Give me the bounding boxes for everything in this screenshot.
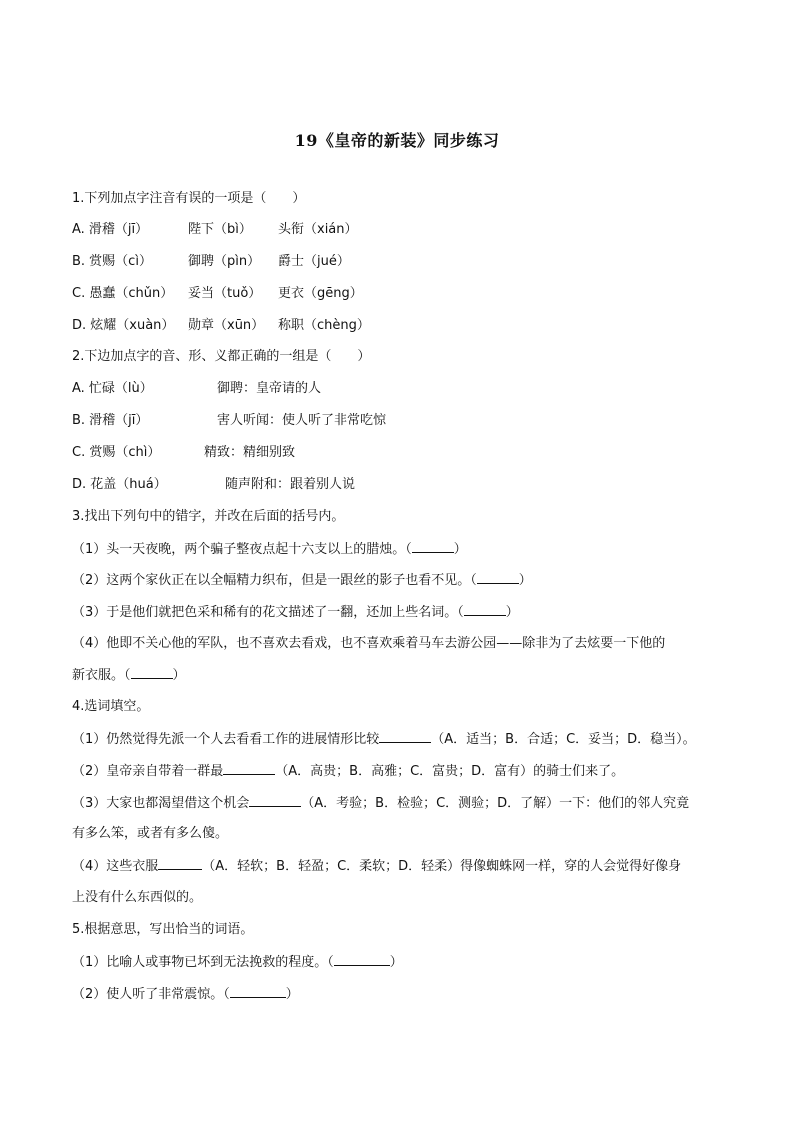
q4-item-4: （4）这些衣服 （A．轻软；B．轻盈；C．柔软；D．轻柔）得像蜘蛛网一样，穿的人会觉得好像身 — [72, 859, 682, 874]
q3-item-1: （1）头一天夜晚，两个骗子整夜点起十六支以上的腊烛。（ ） — [72, 542, 467, 557]
answer-blank[interactable] — [249, 794, 301, 807]
answer-blank[interactable] — [223, 762, 275, 775]
q3-item-4: （4）他即不关心他的军队，也不喜欢去看戏，也不喜欢乘着马车去游公园——除非为了去炫要一下他的 — [72, 636, 666, 651]
q1-option-c: C. 愚蠢（chǔn） 妥当（tuǒ） 更衣（gēng） — [72, 286, 363, 301]
q2-option-a: A. 忙碌（lù） 御聘：皇帝请的人 — [72, 381, 322, 396]
q3-item-3: （3）于是他们就把色采和稀有的花文描述了一翻，还加上些名词。（ ） — [72, 605, 519, 620]
answer-blank[interactable] — [379, 730, 431, 743]
q4-stem: 4.选词填空。 — [72, 699, 150, 714]
q2-option-d: D. 花盖（huá） 随声附和：跟着别人说 — [72, 477, 356, 492]
answer-blank[interactable] — [230, 985, 286, 998]
answer-blank[interactable] — [477, 571, 519, 584]
page-title: 19《皇帝的新装》同步练习 — [294, 131, 500, 150]
q3-item-4-cont: 新衣服。（ ） — [72, 668, 186, 683]
answer-blank[interactable] — [158, 857, 202, 870]
q4-item-2: （2）皇帝亲自带着一群最 （A．高贵；B．高雅；C．富贵；D．富有）的骑士们来了。 — [72, 764, 625, 779]
q1-stem: 1.下列加点字注音有误的一项是（ ） — [72, 191, 306, 206]
q2-option-c: C. 赏赐（chì） 精致：精细别致 — [72, 445, 296, 460]
q5-stem: 5.根据意思，写出恰当的词语。 — [72, 922, 254, 937]
q4-item-4-cont: 上没有什么东西似的。 — [72, 890, 203, 905]
answer-blank[interactable] — [131, 666, 173, 679]
q2-option-b: B. 滑稽（jī） 害人听闻：使人听了非常吃惊 — [72, 413, 387, 428]
q3-stem: 3.找出下列句中的错字，并改在后面的括号内。 — [72, 509, 345, 524]
q5-item-2: （2）使人听了非常震惊。（ ） — [72, 987, 299, 1002]
q3-item-2: （2）这两个家伙正在以全幅精力织布，但是一跟丝的影子也看不见。（ ） — [72, 573, 532, 588]
q1-option-a: A. 滑稽（jī） 陛下（bì） 头衔（xián） — [72, 222, 358, 237]
q5-item-1: （1）比喻人或事物已坏到无法挽救的程度。（ ） — [72, 955, 403, 970]
q4-item-3-cont: 有多么笨，或者有多么傻。 — [72, 826, 229, 841]
q4-item-1: （1）仍然觉得先派一个人去看看工作的进展情形比较 （A．适当；B．合适；C．妥当；D．稳当）。 — [72, 732, 696, 747]
answer-blank[interactable] — [464, 603, 506, 616]
q1-option-b: B. 赏赐（cì） 御聘（pìn） 爵士（jué） — [72, 254, 350, 269]
q1-option-d: D. 炫耀（xuàn） 勋章（xūn） 称职（chèng） — [72, 318, 370, 333]
q4-item-3: （3）大家也都渴望借这个机会 （A．考验；B．检验；C．测验；D．了解）一下：他们的邻人究竟 — [72, 796, 690, 811]
answer-blank[interactable] — [334, 953, 390, 966]
answer-blank[interactable] — [412, 540, 454, 553]
q2-stem: 2.下边加点字的音、形、义都正确的一组是（ ） — [72, 349, 371, 364]
